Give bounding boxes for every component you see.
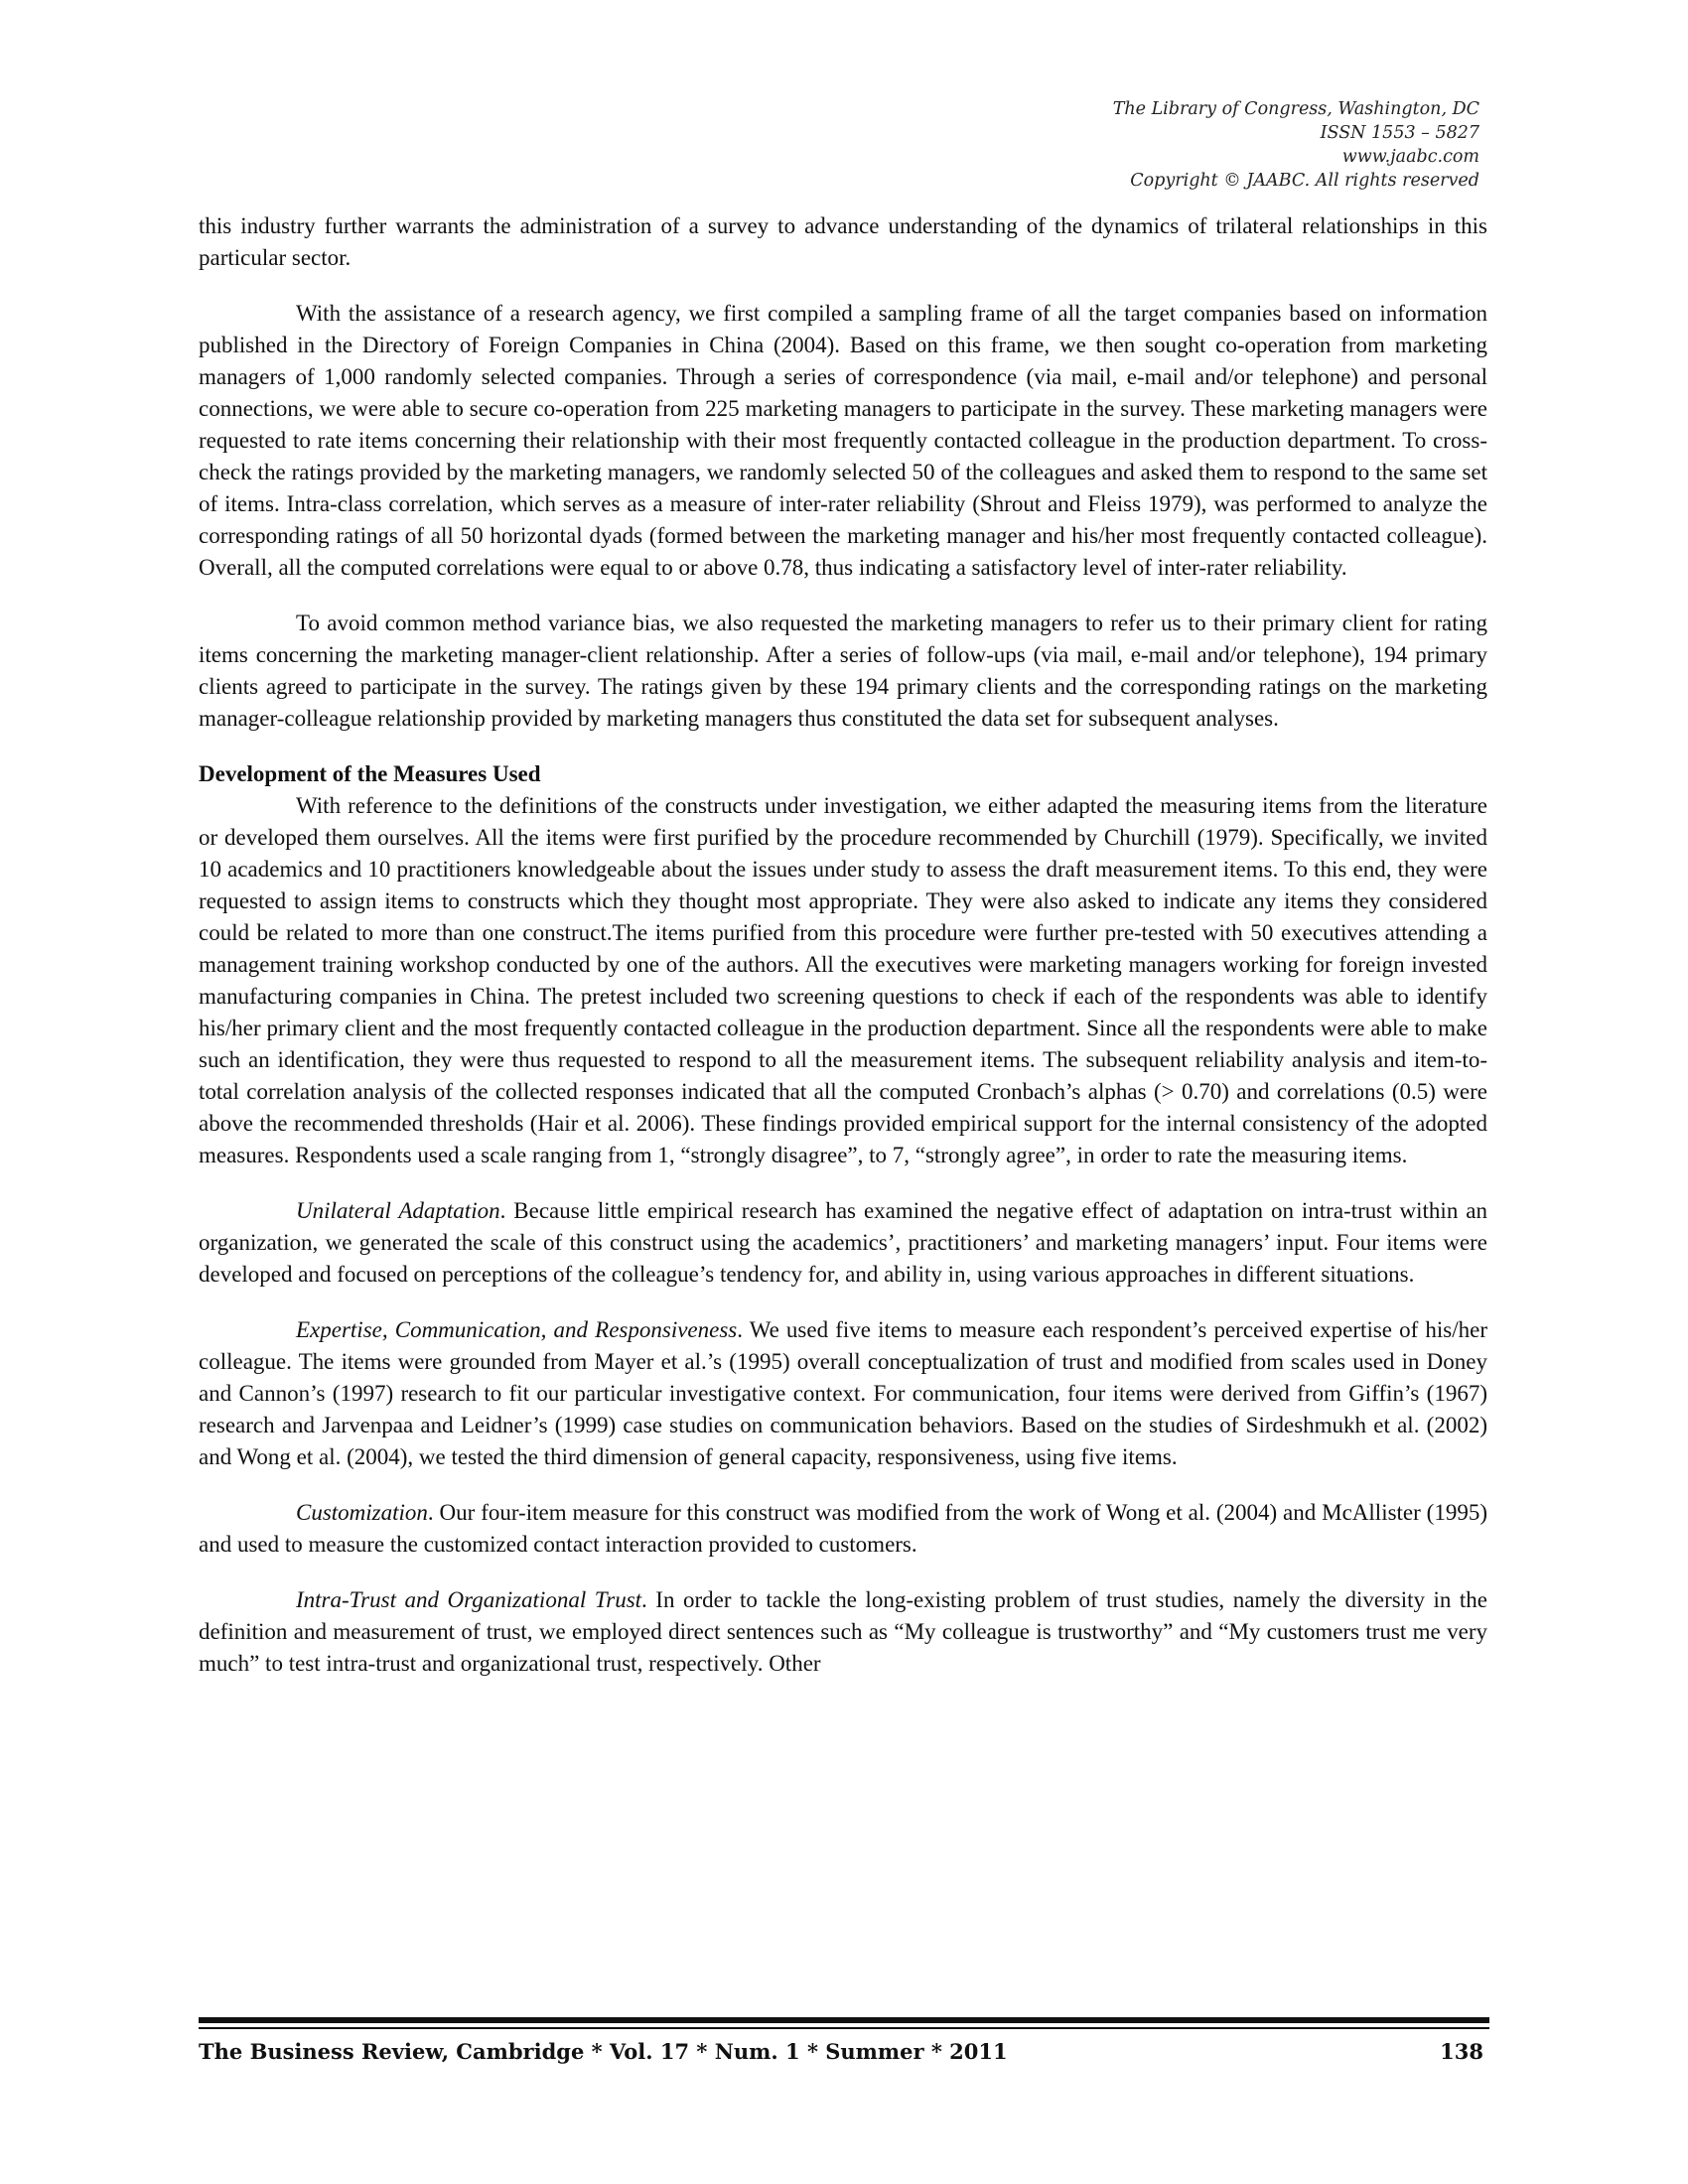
header-copyright: Copyright © JAABC. All rights reserved (1130, 171, 1479, 191)
footer-journal: The Business Review, Cambridge * Vol. 17 * Num. 1 * Summer * 2011 (199, 2039, 1008, 2064)
paragraph: With reference to the definitions of the constructs under investigation, we either adapted the measuring items from the literature or developed them ourselves. All the items were first purified by the procedure recommended by Churchill (1979). Specifically, we invited 10 academics and 10 practitioners knowledgeable about the issues under study to assess the draft measurement items. To this end, they were requested to assign items to constructs which they thought most appropriate. They were also asked to indicate any items they considered could be related to more than one construct.The items purified from this procedure were further pre-tested with 50 executives attending a management training workshop conducted by one of the authors. All the executives were marketing managers working for foreign invested manufacturing companies in China. The pretest included two screening questions to check if each of the respondents was able to identify his/her primary client and the most frequently contacted colleague in the production department. Since all the respondents were able to make such an identification, they were thus requested to respond to all the measurement items. The subsequent reliability analysis and item-to-total correlation analysis of the collected responses indicated that all the computed Cronbach’s alphas (> 0.70) and correlations (0.5) were above the recommended thresholds (Hair et al. 2006). These findings provided empirical support for the internal consistency of the adopted measures. Respondents used a scale ranging from 1, “strongly disagree”, to 7, “strongly agree”, in order to rate the measuring items. (199, 793, 1487, 1167)
footer-rule-thick (199, 2017, 1489, 2023)
paragraph (199, 1497, 1487, 1561)
page-footer (199, 2039, 1483, 2064)
paragraph: With the assistance of a research agency, we first compiled a sampling frame of all the target companies based on information published in the Directory of Foreign Companies in China (2004). Based on this frame, we then sought co-operation from marketing managers of 1,000 randomly selected companies. Through a series of correspondence (via mail, e-mail and/or telephone) and personal connections, we were able to secure co-operation from 225 marketing managers to participate in the survey. These marketing managers were requested to rate items concerning their relationship with their most frequently contacted colleague in the production department. To cross-check the ratings provided by the marketing managers, we randomly selected 50 of the colleagues and asked them to respond to the same set of items. Intra-class correlation, which serves as a measure of inter-rater reliability (Shrout and Fleiss 1979), was performed to analyze the corresponding ratings of all 50 horizontal dyads (formed between the marketing manager and his/her most frequently contacted colleague). Overall, all the computed correlations were equal to or above 0.78, thus indicating a satisfactory level of inter-rater reliability. (199, 301, 1487, 580)
paragraph (199, 1195, 1487, 1291)
body-text (199, 210, 1487, 1680)
paragraph-lead-italic: Unilateral Adaptation (296, 1198, 500, 1223)
paragraph-text: . Our four-item measure for this construct was modified from the work of Wong et al. (2004) and McAllister (1995) and used to measure the customized contact interaction provided to customers. (199, 1500, 1487, 1557)
paragraph-text: . In order to tackle the long-existing problem of trust studies, namely the diversity in the definition and measurement of trust, we employed direct sentences such as “My colleague is trustworthy” and “My customers trust me very much” to test intra-trust and organizational trust, respectively. Other (199, 1587, 1487, 1676)
header-publisher: The Library of Congress, Washington, DC (1112, 99, 1479, 119)
footer-page-number: 138 (1440, 2039, 1483, 2064)
footer-rule-thin (199, 2027, 1489, 2029)
header-issn: ISSN 1553 – 5827 (1320, 123, 1479, 143)
paragraph-lead-italic: Customization (296, 1500, 428, 1525)
section-heading: Development of the Measures Used (199, 761, 541, 786)
header-website: www.jaabc.com (1341, 147, 1479, 167)
paragraph (199, 1584, 1487, 1680)
paragraph-text: . Because little empirical research has examined the negative effect of adaptation on intra-trust within an organization, we generated the scale of this construct using the academics’, practitioners’ and marketing managers’ input. Four items were developed and focused on perceptions of the colleague’s tendency for, and ability in, using various approaches in different situations. (199, 1198, 1487, 1287)
paragraph-lead-italic: Expertise, Communication, and Responsiveness (296, 1317, 738, 1342)
paragraph: this industry further warrants the administration of a survey to advance understanding of the dynamics of trilateral relationships in this particular sector. (199, 213, 1487, 270)
paragraph-text: . We used five items to measure each respondent’s perceived expertise of his/her colleague. The items were grounded from Mayer et al.’s (1995) overall conceptualization of trust and modified from scales used in Doney and Cannon’s (1997) research to fit our particular investigative context. For communication, four items were derived from Giffin’s (1967) research and Jarvenpaa and Leidner’s (1999) case studies on communication behaviors. Based on the studies of Sirdeshmukh et al. (2002) and Wong et al. (2004), we tested the third dimension of general capacity, responsiveness, using five items. (199, 1317, 1488, 1469)
page-header (1113, 97, 1479, 193)
paragraph: To avoid common method variance bias, we also requested the marketing managers to refer us to their primary client for rating items concerning the marketing manager-client relationship. After a series of follow-ups (via mail, e-mail and/or telephone), 194 primary clients agreed to participate in the survey. The ratings given by these 194 primary clients and the corresponding ratings on the marketing manager-colleague relationship provided by marketing managers thus constituted the data set for subsequent analyses. (199, 611, 1487, 731)
paragraph-lead-italic: Intra-Trust and Organizational Trust (296, 1587, 642, 1612)
paragraph (199, 1314, 1487, 1473)
